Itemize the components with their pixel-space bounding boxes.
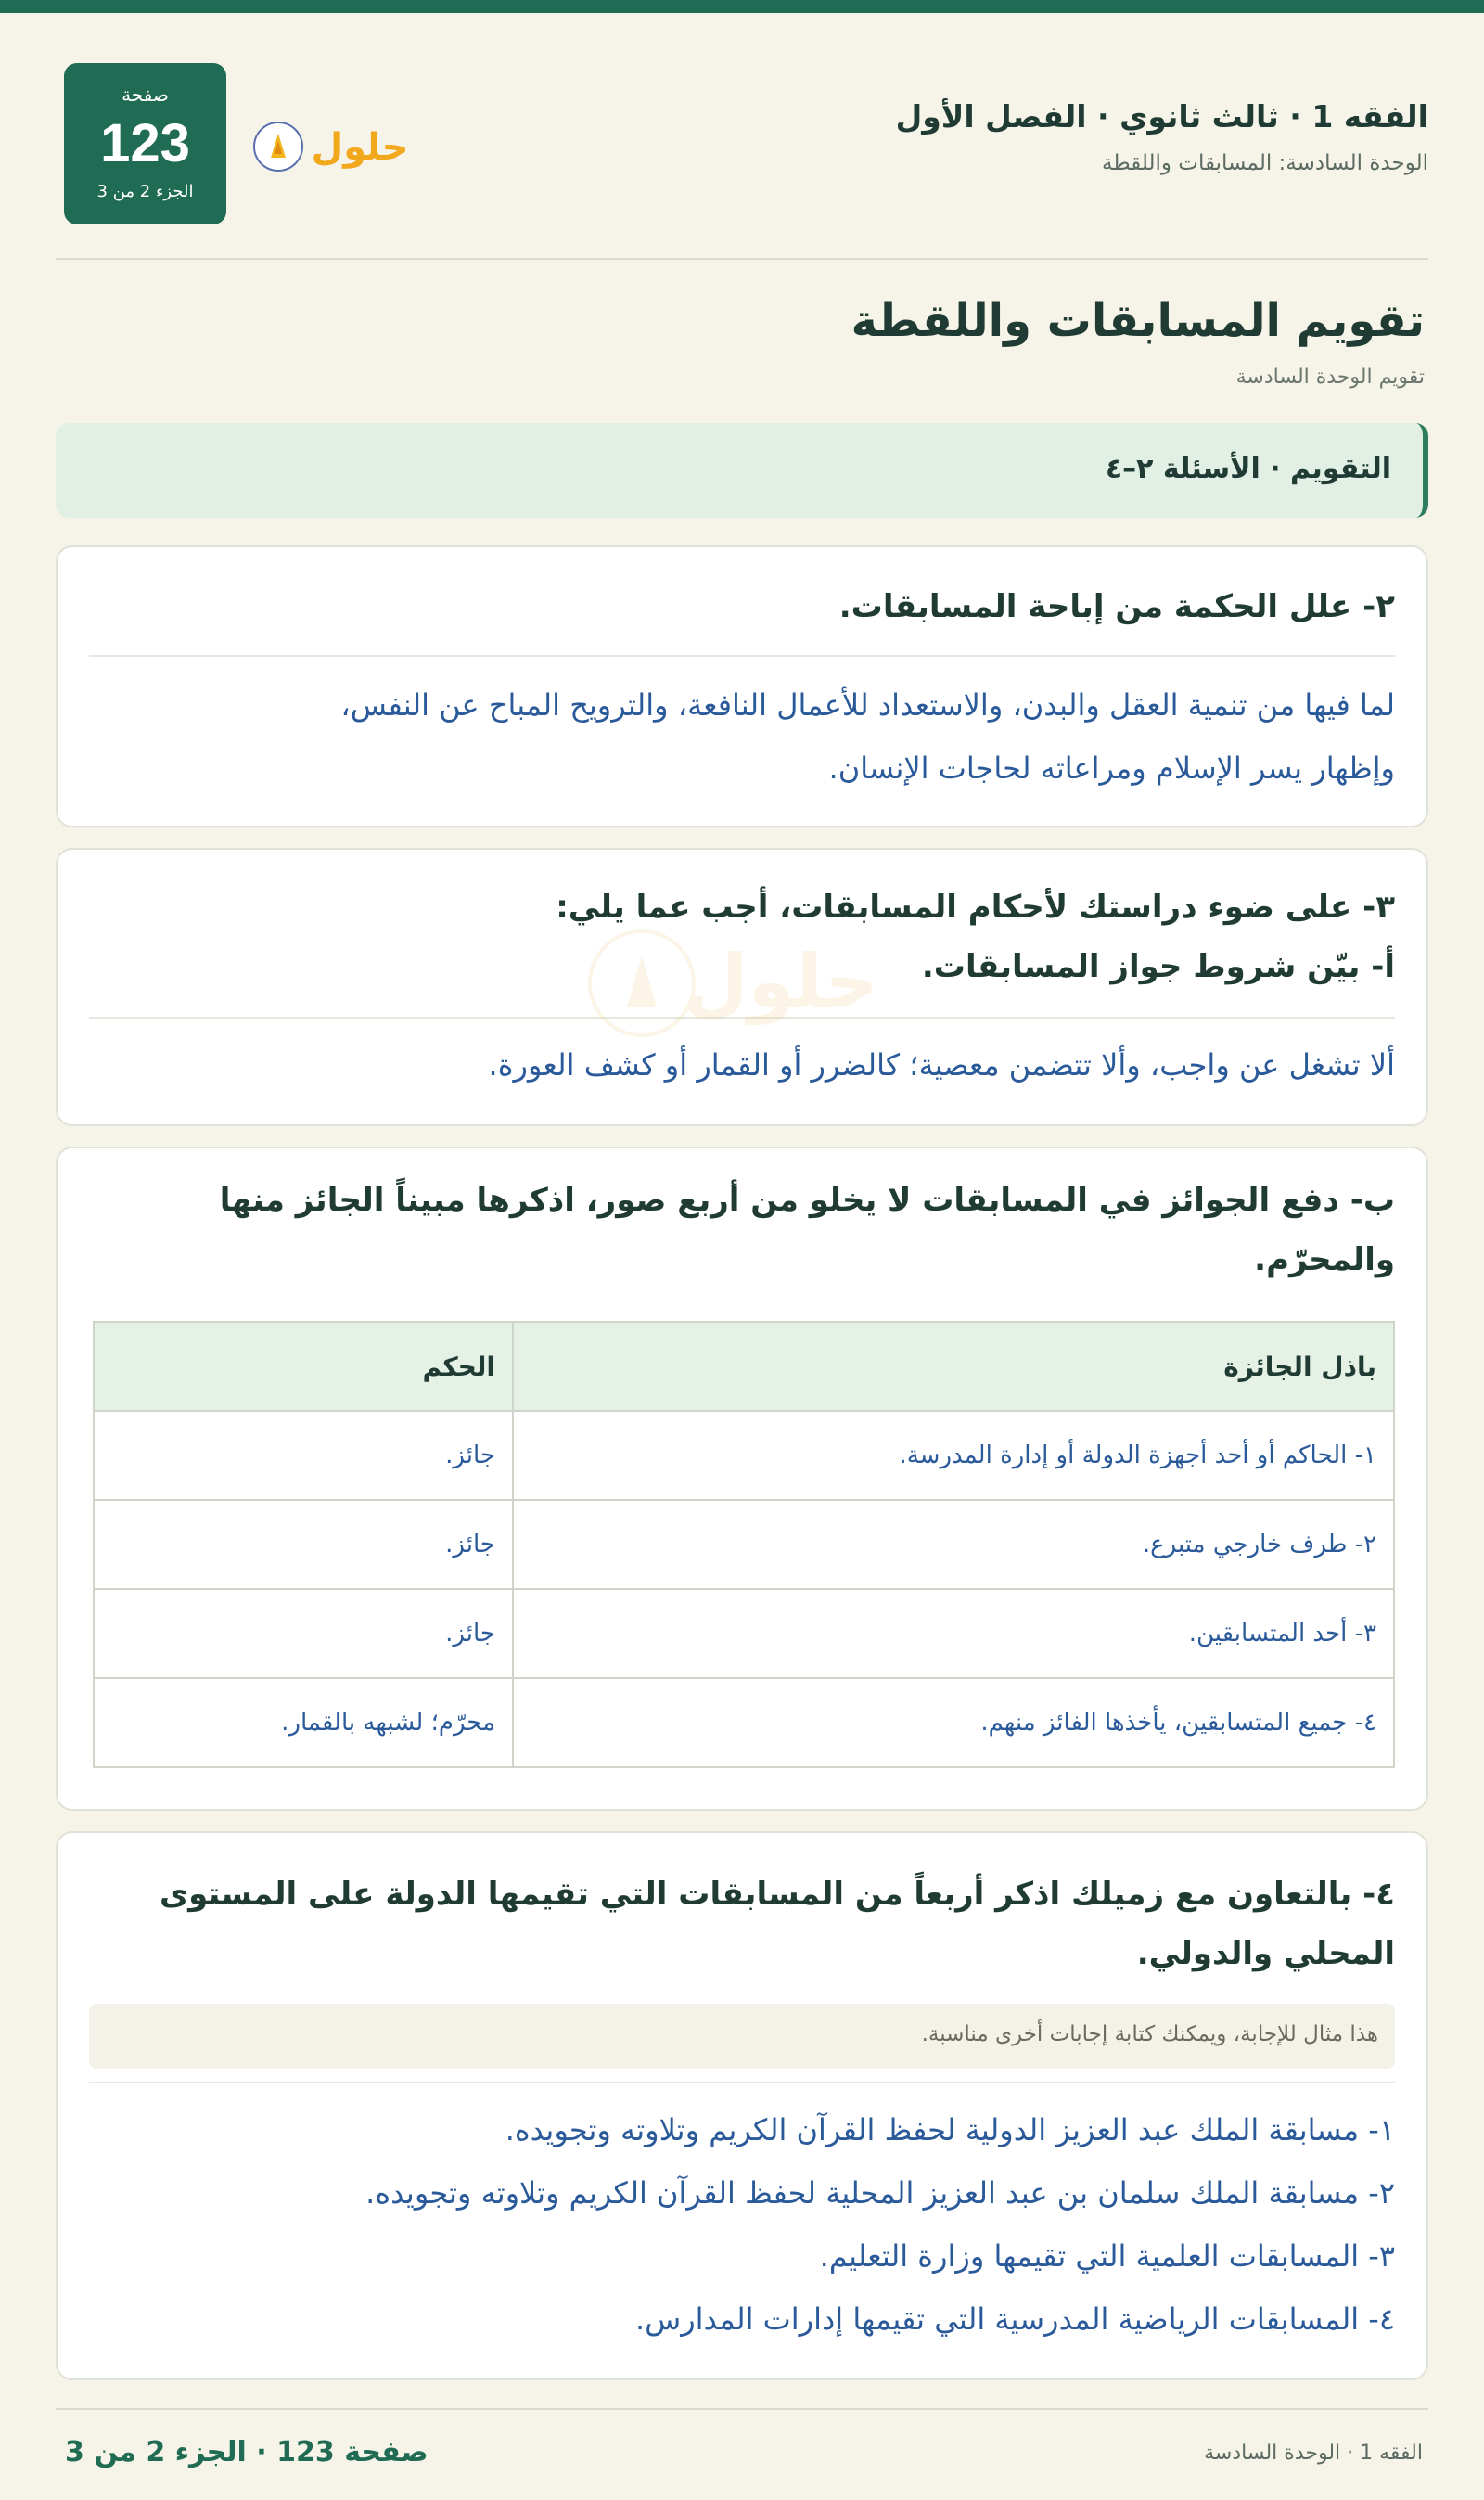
cell-giver: ١- الحاكم أو أحد أجهزة الدولة أو إدارة المدرسة. <box>513 1411 1394 1500</box>
badge-page-number: 123 <box>100 113 190 173</box>
logo-text: حلول <box>311 126 408 169</box>
header-divider <box>56 258 1428 260</box>
question-4-answer-3: ٣- المسابقات العلمية التي تقيمها وزارة التعليم. <box>819 2238 1395 2274</box>
header-text <box>896 98 1428 175</box>
question-4-answer-4: ٤- المسابقات الرياضية المدرسية التي تقيمها إدارات المدارس. <box>634 2301 1395 2337</box>
footer-unit-label: الفقه 1 · الوحدة السادسة <box>1204 2442 1423 2465</box>
answer-hint-text: هذا مثال للإجابة، ويمكنك كتابة إجابات أخرى مناسبة. <box>921 2022 1378 2046</box>
table-row <box>94 1678 1394 1767</box>
evaluation-banner <box>56 423 1428 518</box>
card-divider <box>89 655 1395 657</box>
header-title: الفقه 1 · ثالث ثانوي · الفصل الأول <box>895 98 1428 135</box>
footer-divider <box>56 2408 1428 2410</box>
cell-ruling: محرّم؛ لشبهه بالقمار. <box>94 1678 513 1767</box>
header-giver: باذل الجائزة <box>513 1322 1394 1411</box>
table-row <box>94 1589 1394 1678</box>
question-2-answer-line-2: وإظهار يسر الإسلام ومراعاته لحاجات الإنسان. <box>828 750 1395 786</box>
badge-part: الجزء 2 من 3 <box>96 182 194 201</box>
question-4-answer-1: ١- مسابقة الملك عبد العزيز الدولية لحفظ القرآن الكريم وتلاوته وتجويده. <box>505 2112 1395 2147</box>
question-3-sub-a: أ- بيّن شروط جواز المسابقات. <box>921 948 1395 985</box>
question-2-card <box>56 545 1428 827</box>
card-divider <box>89 2082 1395 2083</box>
cell-ruling: جائز. <box>94 1500 513 1589</box>
prizes-table <box>93 1321 1395 1768</box>
header-subtitle: الوحدة السادسة: المسابقات واللقطة <box>1102 151 1428 175</box>
cell-giver: ٢- طرف خارجي متبرع. <box>513 1500 1394 1589</box>
table-row <box>94 1500 1394 1589</box>
header-ruling: الحكم <box>94 1322 513 1411</box>
answer-hint-note <box>89 2004 1395 2069</box>
cell-giver: ٤- جميع المتسابقين، يأخذها الفائز منهم. <box>513 1678 1394 1767</box>
section-title: تقويم المسابقات واللقطة <box>851 295 1425 347</box>
question-4-line-2: المحلي والدولي. <box>1136 1935 1395 1972</box>
table-row <box>94 1411 1394 1500</box>
cell-ruling: جائز. <box>94 1411 513 1500</box>
question-3-answer: ألا تشغل عن واجب، وألا تتضمن معصية؛ كالضرر أو القمار أو كشف العورة. <box>488 1047 1395 1083</box>
question-4-answer-2: ٢- مسابقة الملك سلمان بن عبد العزيز المحلية لحفظ القرآن الكريم وتلاوته وتجويده. <box>365 2175 1395 2211</box>
page-header <box>56 63 1428 225</box>
footer-page-label: صفحة 123 · الجزء 2 من 3 <box>65 2436 429 2468</box>
cell-ruling: جائز. <box>94 1589 513 1678</box>
question-3b-line-1: ب- دفع الجوائز في المسابقات لا يخلو من أربع صور، اذكرها مبيناً الجائز منها <box>219 1182 1395 1219</box>
banner-text: التقويم · الأسئلة ٢–٤ <box>1105 453 1391 485</box>
hulool-logo <box>250 117 408 176</box>
page-number-badge <box>64 63 226 224</box>
question-2-answer-line-1: لما فيها من تنمية العقل والبدن، والاستعداد للأعمال النافعة، والترويح المباح عن النفس، <box>340 687 1395 723</box>
question-4-line-1: ٤- بالتعاون مع زميلك اذكر أربعاً من المسابقات التي تقيمها الدولة على المستوى <box>160 1876 1395 1913</box>
question-3b-line-2: والمحرّم. <box>1254 1241 1395 1278</box>
watermark-logo <box>586 928 892 1039</box>
question-2-text: ٢- علل الحكمة من إباحة المسابقات. <box>838 588 1395 625</box>
table-header-row <box>94 1322 1394 1411</box>
watermark-text: حلول <box>684 939 878 1025</box>
cell-giver: ٣- أحد المتسابقين. <box>513 1589 1394 1678</box>
question-3-text: ٣- على ضوء دراستك لأحكام المسابقات، أجب عما يلي: <box>556 889 1395 926</box>
top-accent-bar <box>0 0 1484 13</box>
question-4-card <box>56 1831 1428 2380</box>
section-subtitle: تقويم الوحدة السادسة <box>1235 365 1425 389</box>
badge-label: صفحة <box>122 83 169 106</box>
question-3b-card <box>56 1147 1428 1811</box>
